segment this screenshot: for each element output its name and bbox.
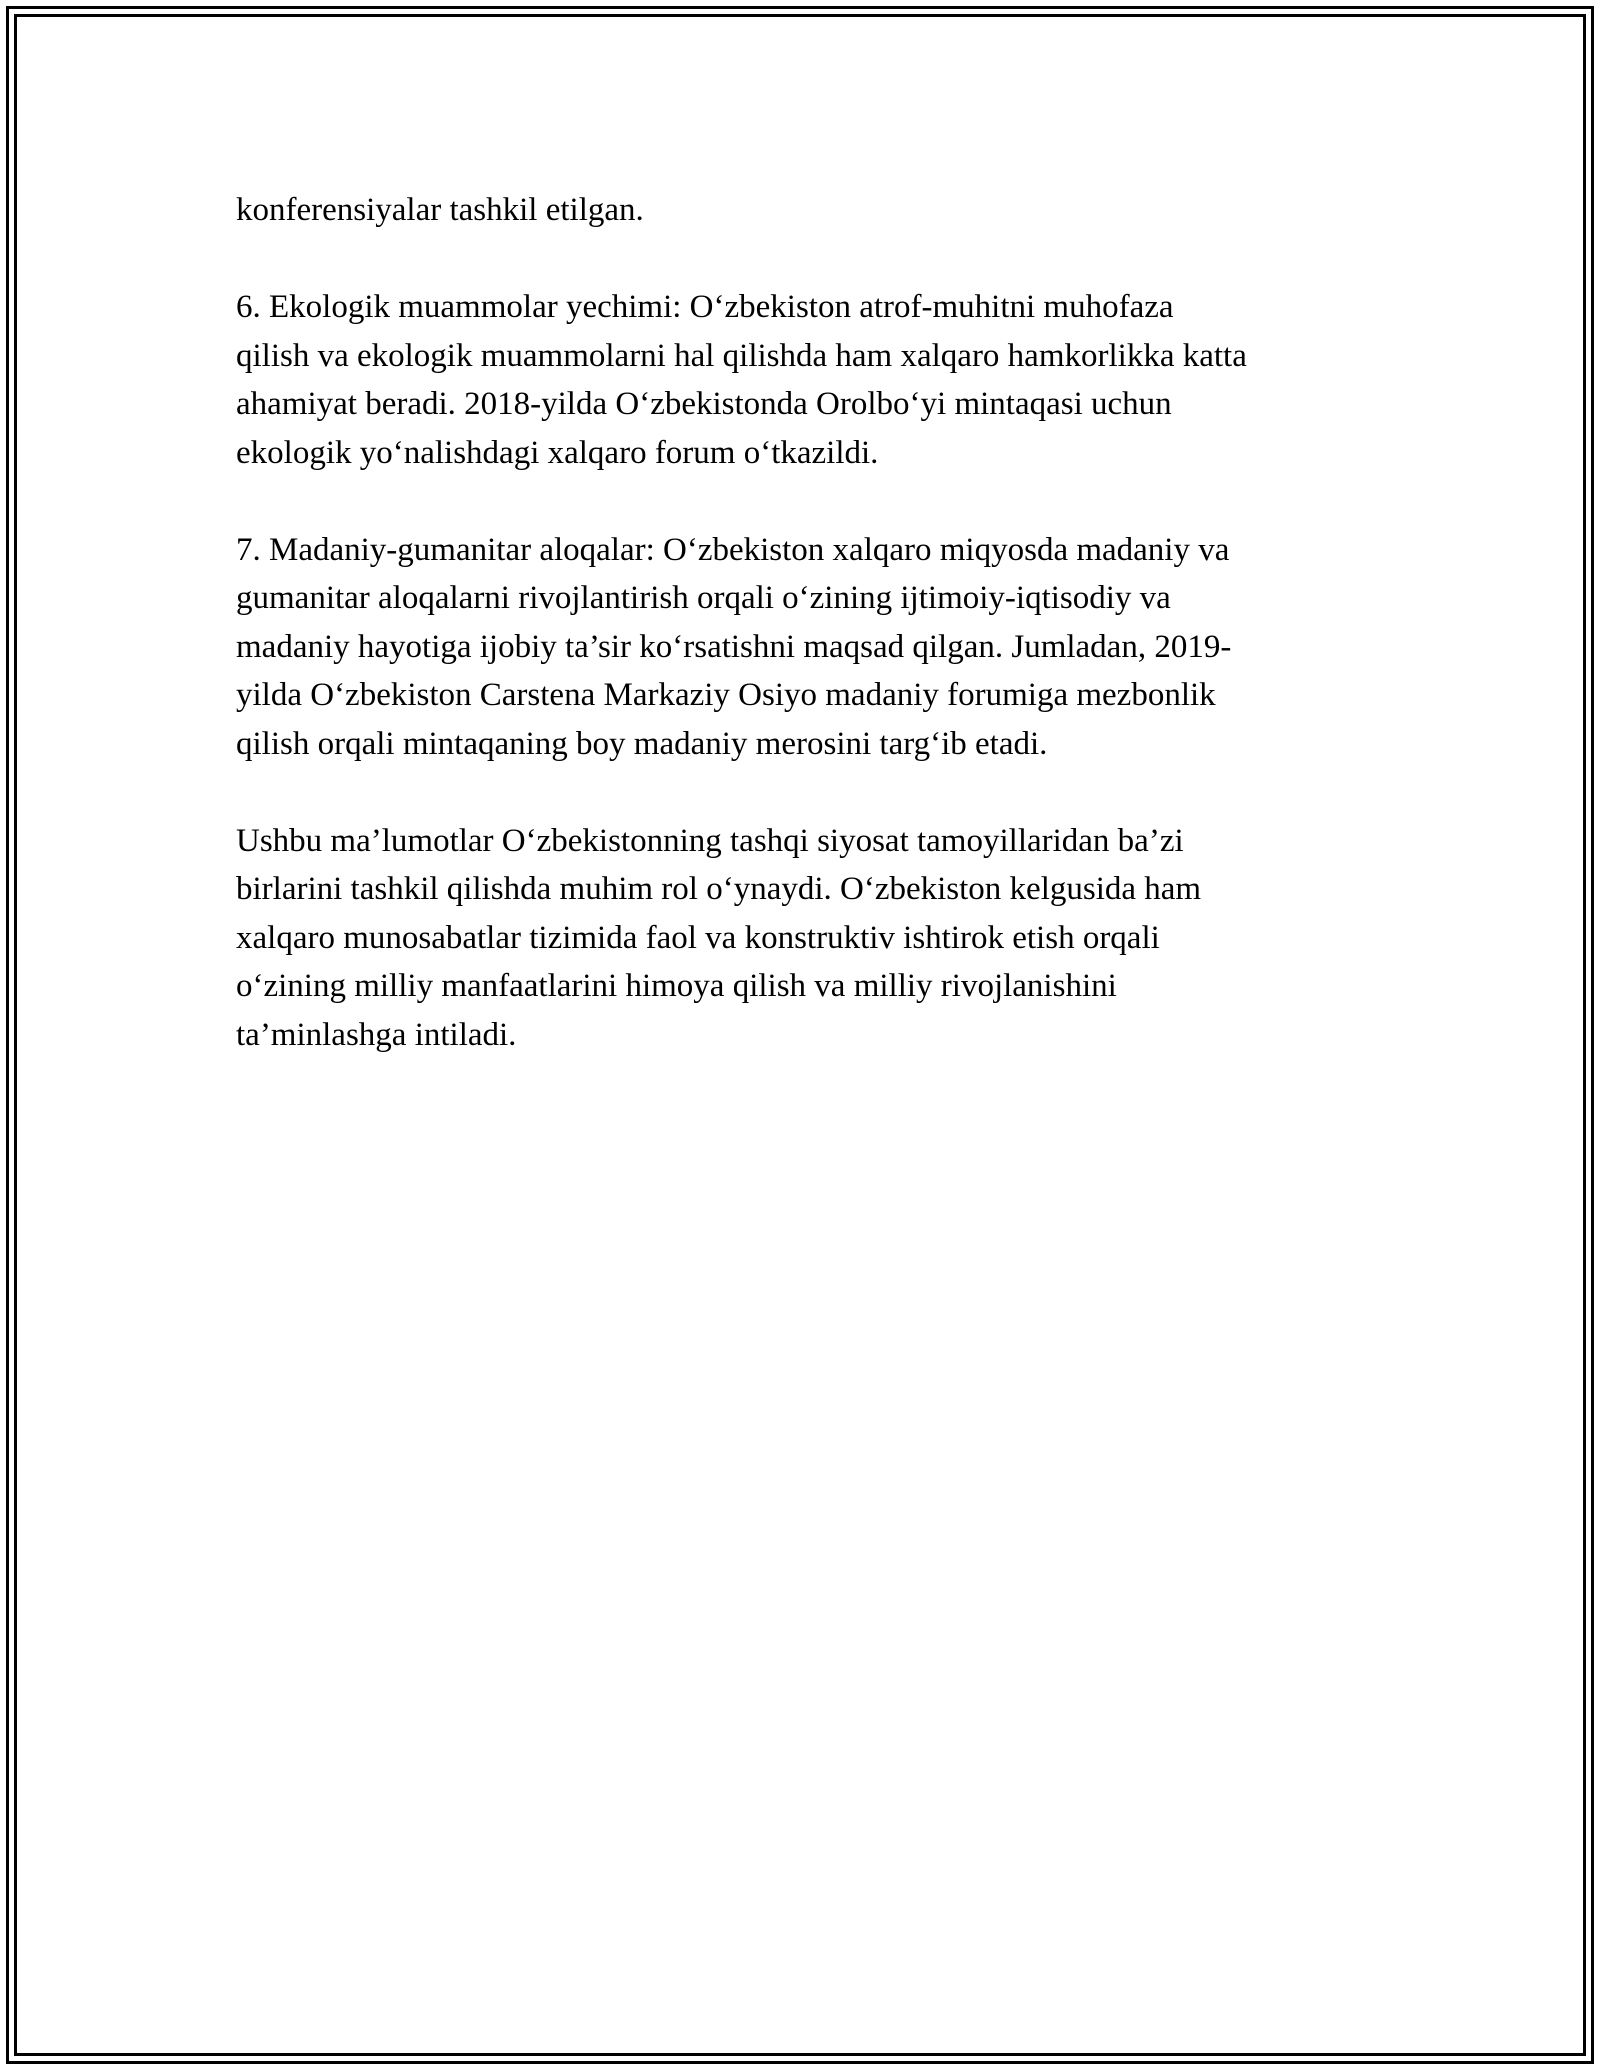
paragraph-conferences: konferensiyalar tashkil etilgan. [236, 192, 644, 228]
paragraph-ecological-problems: 6. Ekologik muammolar yechimi: O‘zbekiston atrof-muhitni muhofaza qilish va ekologik muammolarni hal qilishda ham xalqaro hamkorlikka katta ahamiyat beradi. 2018-yilda O‘zbekistonda Orolbo‘yi mintaqasi uchun ekologik yo‘nalishdagi xalqaro forum o‘tkazildi. [236, 289, 1247, 471]
paragraph-cultural-relations: 7. Madaniy-gumanitar aloqalar: O‘zbekiston xalqaro miqyosda madaniy va gumanitar aloqalarni rivojlantirish orqali o‘zining ijtimoiy-iqtisodiy va madaniy hayotiga ijobiy ta’sir ko‘rsatishni maqsad qilgan. Jumladan, 2019- yilda O‘zbekiston Carstena Markaziy Osiyo madaniy forumiga mezbonlik qilish orqali mintaqaning boy madaniy merosini targ‘ib etadi. [236, 531, 1232, 762]
paragraph-conclusion: Ushbu ma’lumotlar O‘zbekistonning tashqi siyosat tamoyillaridan ba’zi birlarini tashkil qilishda muhim rol o‘ynaydi. O‘zbekiston kelgusida ham xalqaro munosabatlar tizimida faol va konstruktiv ishtirok etish orqali o‘zining milliy manfaatlarini himoya qilish va milliy rivojlanishini ta’minlashga intiladi. [236, 822, 1202, 1053]
document-body [236, 186, 1396, 1108]
